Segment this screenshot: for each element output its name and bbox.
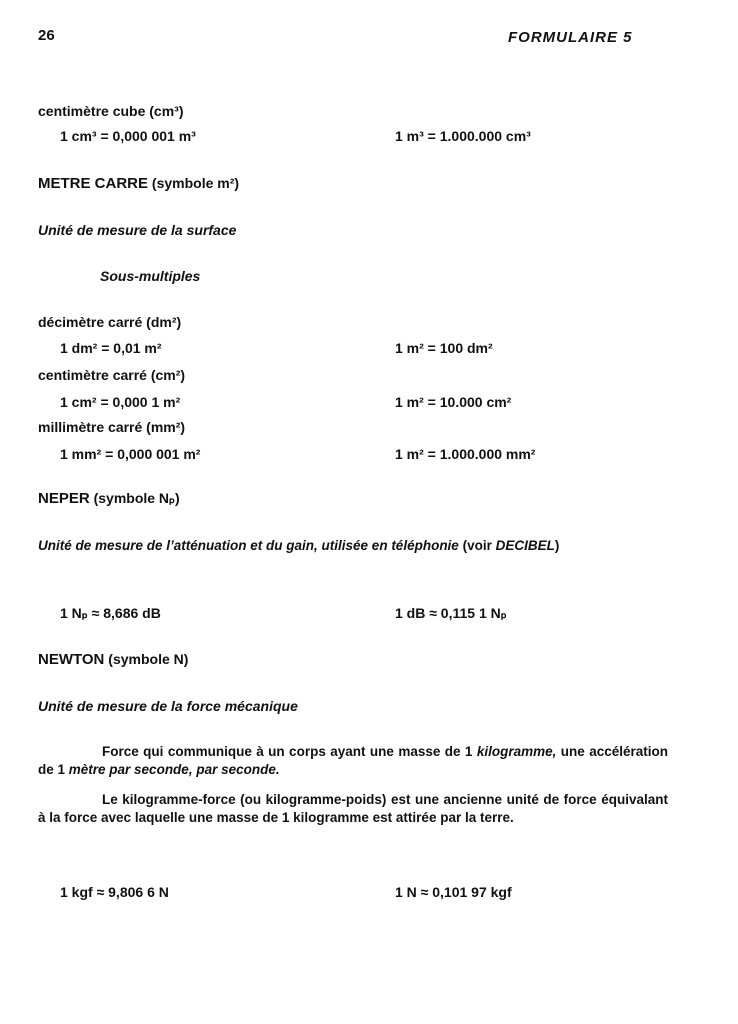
newton-name: NEWTON [38, 651, 105, 668]
neper-close-paren: ) [554, 538, 560, 553]
newton-p1-unit: mètre par seconde, par seconde. [68, 762, 280, 777]
mm2-formula-2: 1 m² = 1.000.000 mm² [395, 446, 536, 462]
newton-p1-kilogramme: kilogramme, [476, 744, 557, 759]
dm2-formula-1: 1 dm² = 0,01 m² [60, 340, 162, 356]
metre-carre-definition: Unité de mesure de la surface [38, 222, 237, 238]
metre-carre-entry [38, 175, 239, 192]
mm2-formula-1: 1 mm² = 0,000 001 m² [60, 446, 201, 462]
neper-symbol: (symbole Nₚ) [93, 490, 180, 506]
neper-name: NEPER [38, 490, 90, 507]
newton-p2-text: Le kilogramme-force (ou kilogramme-poids) est une ancienne unité de force équivalant à la force avec laquelle une masse de 1 kilogramme est attirée par la terre. [38, 792, 668, 825]
newton-paragraph-1 [38, 743, 668, 779]
newton-symbol: (symbole N) [108, 651, 189, 667]
cm3-heading: centimètre cube (cm³) [38, 103, 184, 119]
newton-definition: Unité de mesure de la force mécanique [38, 698, 298, 714]
cm3-formula-1: 1 cm³ = 0,000 001 m³ [60, 128, 196, 144]
decibel-reference: DECIBEL [495, 538, 555, 553]
neper-definition-text: Unité de mesure de l’atténuation et du gain, utilisée en téléphonie [38, 538, 459, 553]
running-title: FORMULAIRE 5 [508, 29, 633, 46]
newton-entry [38, 651, 188, 668]
metre-carre-symbol: (symbole m²) [151, 175, 240, 191]
newton-p1-c: une accélération de 1 [38, 744, 668, 777]
cm2-formula-2: 1 m² = 10.000 cm² [395, 394, 512, 410]
neper-definition [38, 537, 668, 555]
newton-paragraph-2 [38, 791, 668, 827]
neper-formula-1: 1 Nₚ ≈ 8,686 dB [60, 605, 161, 621]
page-number: 26 [38, 27, 55, 44]
mm2-heading: millimètre carré (mm²) [38, 419, 186, 435]
newton-formula-1: 1 kgf ≈ 9,806 6 N [60, 884, 169, 900]
metre-carre-name: METRE CARRE [38, 175, 149, 192]
cm3-formula-2: 1 m³ = 1.000.000 cm³ [395, 128, 531, 144]
newton-formula-2: 1 N ≈ 0,101 97 kgf [395, 884, 512, 900]
submultiples-heading: Sous-multiples [100, 268, 201, 284]
newton-p1-a: Force qui communique à un corps ayant une masse de 1 [102, 744, 477, 759]
neper-formula-2: 1 dB ≈ 0,115 1 Nₚ [395, 605, 507, 621]
dm2-formula-2: 1 m² = 100 dm² [395, 340, 493, 356]
neper-voir: (voir [462, 538, 492, 553]
dm2-heading: décimètre carré (dm²) [38, 314, 182, 330]
neper-entry [38, 490, 180, 507]
cm2-formula-1: 1 cm² = 0,000 1 m² [60, 394, 181, 410]
cm2-heading: centimètre carré (cm²) [38, 367, 186, 383]
